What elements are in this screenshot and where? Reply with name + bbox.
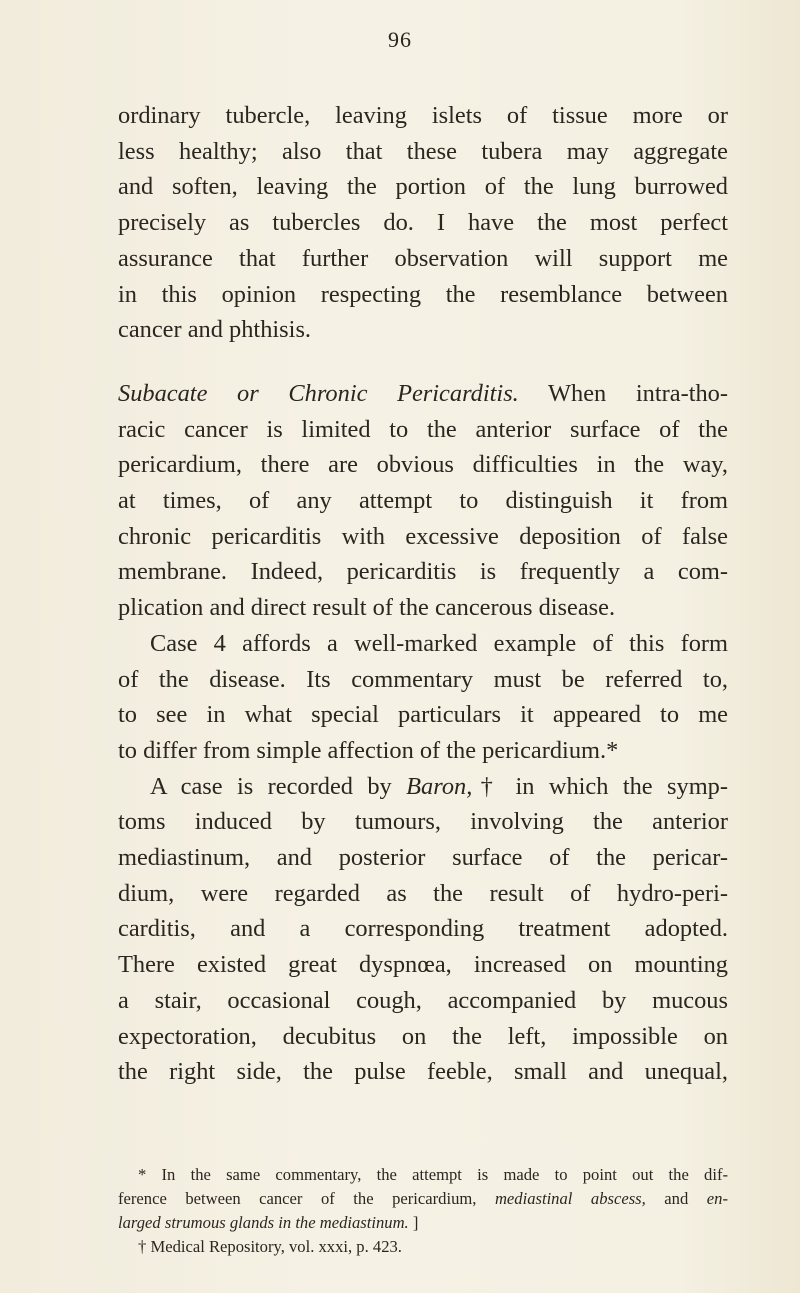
- text-line: plication and direct result of the cancerous disease.: [118, 594, 616, 622]
- text-line: Case 4 affords a well-marked example of this form: [150, 629, 728, 657]
- italic-term: larged strumous glands in the mediastinum.: [118, 1213, 409, 1232]
- text-line: to differ from simple affection of the pericardium.*: [118, 736, 619, 764]
- paragraph-baron-case: [118, 769, 728, 1090]
- footnote-line: [118, 1211, 728, 1235]
- text-line: the right side, the pulse feeble, small and unequal,: [118, 1058, 728, 1086]
- paragraph-case-4: [118, 626, 728, 769]
- text-line: cancer and phthisis.: [118, 316, 312, 344]
- italic-term: mediastinal abscess,: [494, 1189, 646, 1208]
- page-number: 96: [388, 27, 412, 52]
- paragraph-cancer-phthisis: [118, 98, 728, 348]
- text-line: to see in what special particulars it appeared to me: [118, 701, 728, 729]
- text-line: chronic pericarditis with excessive deposition of false: [118, 522, 728, 550]
- body-text: [118, 98, 728, 1090]
- text-line: a stair, occasional cough, accompanied by mucous: [118, 986, 728, 1014]
- section-heading: Subacate or Chronic Pericarditis.: [118, 379, 519, 407]
- text-line: dium, were regarded as the result of hydro-peri-: [118, 879, 728, 907]
- text-fragment: ference between cancer of the pericardium,: [118, 1189, 495, 1208]
- text-line: and soften, leaving the portion of the lung burrowed: [118, 173, 728, 201]
- text-line: membrane. Indeed, pericarditis is frequently a com-: [118, 558, 728, 586]
- author-name: Baron,: [406, 772, 473, 800]
- footnote-line: * In the same commentary, the attempt is made to point out the dif-: [138, 1165, 728, 1184]
- text-line: ordinary tubercle, leaving islets of tissue more or: [118, 102, 728, 129]
- text-fragment: A case is recorded by: [150, 772, 407, 800]
- text-line: assurance that further observation will support me: [118, 244, 728, 272]
- text-line: in this opinion respecting the resemblance between: [118, 280, 728, 308]
- text-line: pericardium, there are obvious difficulties in the way,: [118, 451, 728, 479]
- text-line: carditis, and a corresponding treatment adopted.: [118, 915, 728, 943]
- text-line: at times, of any attempt to distinguish it from: [118, 487, 728, 515]
- text-line: less healthy; also that these tubera may aggregate: [118, 137, 728, 165]
- text-line-with-citation: [118, 769, 728, 805]
- text-line: toms induced by tumours, involving the anterior: [118, 808, 728, 836]
- paragraph-gap: [118, 348, 728, 376]
- text-line: precisely as tubercles do. I have the most perfect: [118, 209, 728, 237]
- text-line: mediastinum, and posterior surface of the pericar-: [118, 844, 728, 872]
- italic-term: en-: [706, 1189, 728, 1208]
- footnote-line: [118, 1187, 728, 1211]
- text-fragment: When intra-tho-: [518, 379, 728, 407]
- text-line: expectoration, decubitus on the left, impossible on: [118, 1022, 728, 1050]
- text-line: There existed great dyspnœa, increased on mounting: [118, 951, 728, 979]
- text-fragment: and: [645, 1189, 707, 1208]
- paragraph-pericarditis: [118, 376, 728, 626]
- text-line: of the disease. Its commentary must be referred to,: [118, 665, 728, 693]
- footnote-line: † Medical Repository, vol. xxxi, p. 423.: [138, 1237, 402, 1256]
- text-line-with-heading: [118, 376, 728, 412]
- footnotes: [118, 1163, 728, 1259]
- text-fragment: † in which the symp-: [472, 772, 728, 800]
- text-fragment: ]: [408, 1213, 419, 1232]
- text-line: racic cancer is limited to the anterior surface of the: [118, 415, 728, 443]
